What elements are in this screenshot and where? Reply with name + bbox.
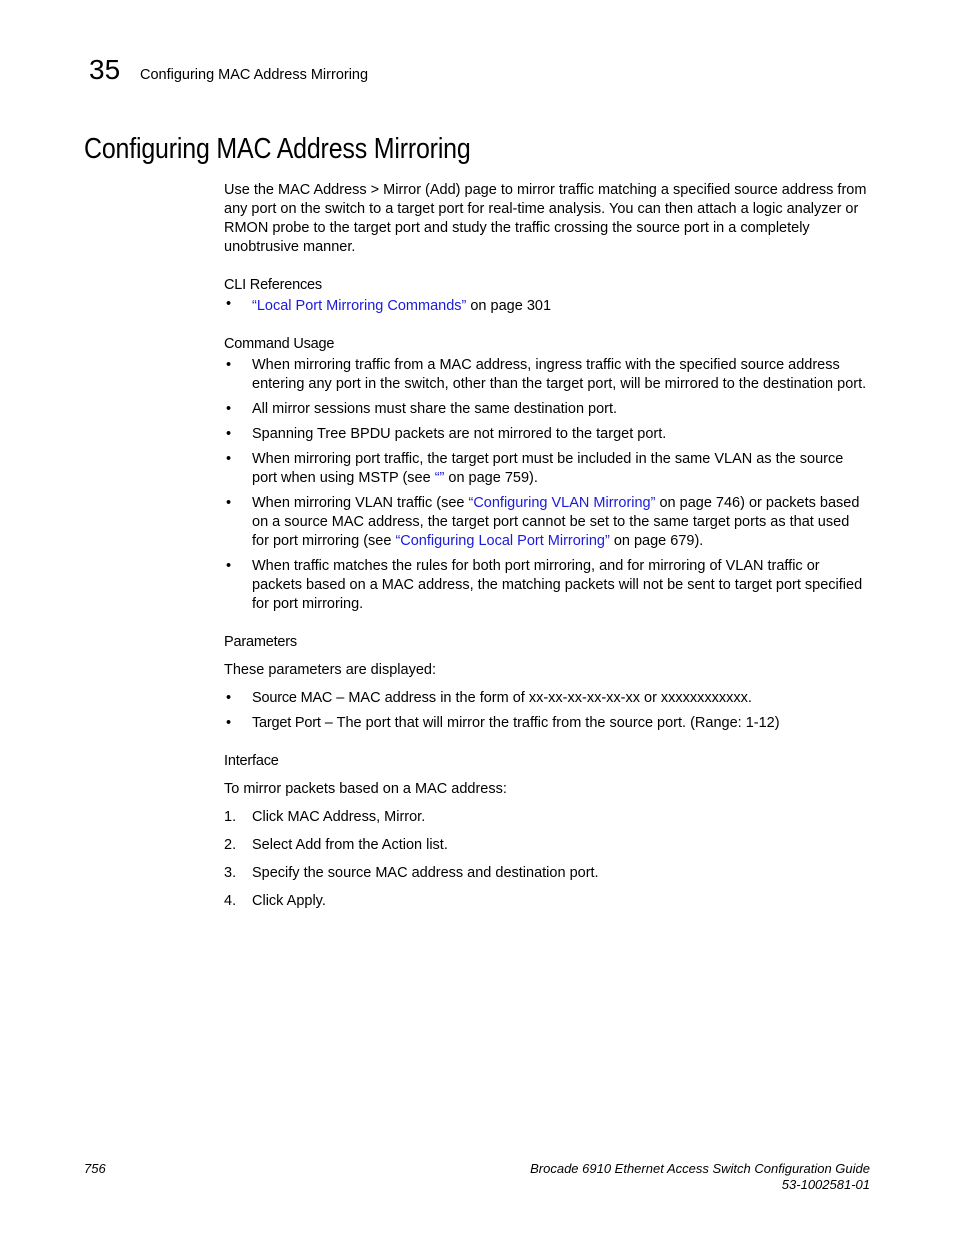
parameters-intro: These parameters are displayed:: [224, 662, 436, 678]
list-item: [224, 689, 870, 708]
section-title: Configuring MAC Address Mirroring: [84, 133, 471, 165]
interface-intro: To mirror packets based on a MAC address:: [224, 781, 507, 797]
doc-title: Brocade 6910 Ethernet Access Switch Configuration Guide: [530, 1161, 870, 1176]
step-number: 2.: [224, 837, 237, 853]
param-name-source-mac: Source MAC: [252, 690, 333, 706]
doc-id: 53-1002581-01: [781, 1177, 870, 1192]
step-item: [224, 864, 870, 883]
chapter-title: Configuring MAC Address Mirroring: [140, 67, 369, 83]
step-number: 1.: [224, 809, 237, 825]
mstp-link[interactable]: “”: [434, 470, 445, 486]
chapter-number: 35: [89, 54, 121, 85]
step-text: Click Apply.: [252, 893, 326, 909]
parameters-heading: Parameters: [224, 634, 297, 650]
interface-heading: Interface: [224, 753, 279, 769]
usage-text: All mirror sessions must share the same destination port.: [252, 401, 618, 417]
list-item: [224, 557, 870, 614]
param-desc: – MAC address in the form of xx-xx-xx-xx-xx-xx or xxxxxxxxxxxx.: [332, 690, 752, 706]
main-content: [224, 181, 870, 920]
param-name-target-port: Target Port: [252, 715, 321, 731]
page-number: 756: [84, 1161, 106, 1176]
footer-doc-info: [530, 1161, 870, 1193]
param-desc: – The port that will mirror the traffic from the source port. (Range: 1-12): [320, 715, 780, 731]
step-number: 4.: [224, 893, 237, 909]
list-item: [224, 400, 870, 419]
cli-references-heading: CLI References: [224, 277, 322, 293]
intro-paragraph: Use the MAC Address > Mirror (Add) page to mirror traffic matching a specified source address from any port on the switch to a target port for real-time analysis. You can then attach a logic analyzer or RMON probe to the target port and study the traffic crossing the source port in a completely unobtrusive manner.: [224, 182, 867, 255]
usage-text: on page 759).: [444, 470, 538, 486]
usage-text: Spanning Tree BPDU packets are not mirrored to the target port.: [252, 426, 667, 442]
local-port-mirroring-link[interactable]: “Configuring Local Port Mirroring”: [395, 533, 610, 549]
list-item: [224, 295, 870, 316]
cli-reference-link[interactable]: “Local Port Mirroring Commands”: [252, 298, 467, 314]
usage-text: on page 679).: [609, 533, 704, 549]
list-item: [224, 356, 870, 394]
step-item: [224, 892, 870, 911]
usage-text: When traffic matches the rules for both port mirroring, and for mirroring of VLAN traffic or packets based on a MAC address, the matching packets will not be sent to target port specified for port mirroring.: [252, 558, 863, 612]
step-item: [224, 836, 870, 855]
step-text: Click MAC Address, Mirror.: [252, 809, 426, 825]
step-text: Select Add from the Action list.: [252, 837, 448, 853]
usage-text: When mirroring traffic from a MAC address, ingress traffic with the specified source address entering any port in the switch, other than the target port, will be mirrored to the destination port.: [252, 357, 867, 392]
list-item: [224, 714, 870, 733]
usage-text: When mirroring port traffic, the target port must be included in the same VLAN as the source port when using MSTP (see: [252, 451, 844, 486]
usage-text: on page 746) or packets based on a source MAC address, the target port cannot be set to the same target ports as that used for port mirroring (see: [252, 495, 860, 549]
cli-reference-page: on page 301: [466, 298, 552, 314]
parameters-list: [224, 689, 870, 733]
usage-text: When mirroring VLAN traffic (see: [252, 495, 469, 511]
command-usage-list: [224, 356, 870, 614]
vlan-mirroring-link[interactable]: “Configuring VLAN Mirroring”: [468, 495, 656, 511]
step-text: Specify the source MAC address and destination port.: [252, 865, 599, 881]
step-item: [224, 808, 870, 827]
step-number: 3.: [224, 865, 237, 881]
interface-steps: [224, 808, 870, 911]
list-item: [224, 494, 870, 551]
list-item: [224, 425, 870, 444]
list-item: [224, 450, 870, 488]
cli-references-list: [224, 295, 870, 316]
command-usage-heading: Command Usage: [224, 336, 335, 352]
